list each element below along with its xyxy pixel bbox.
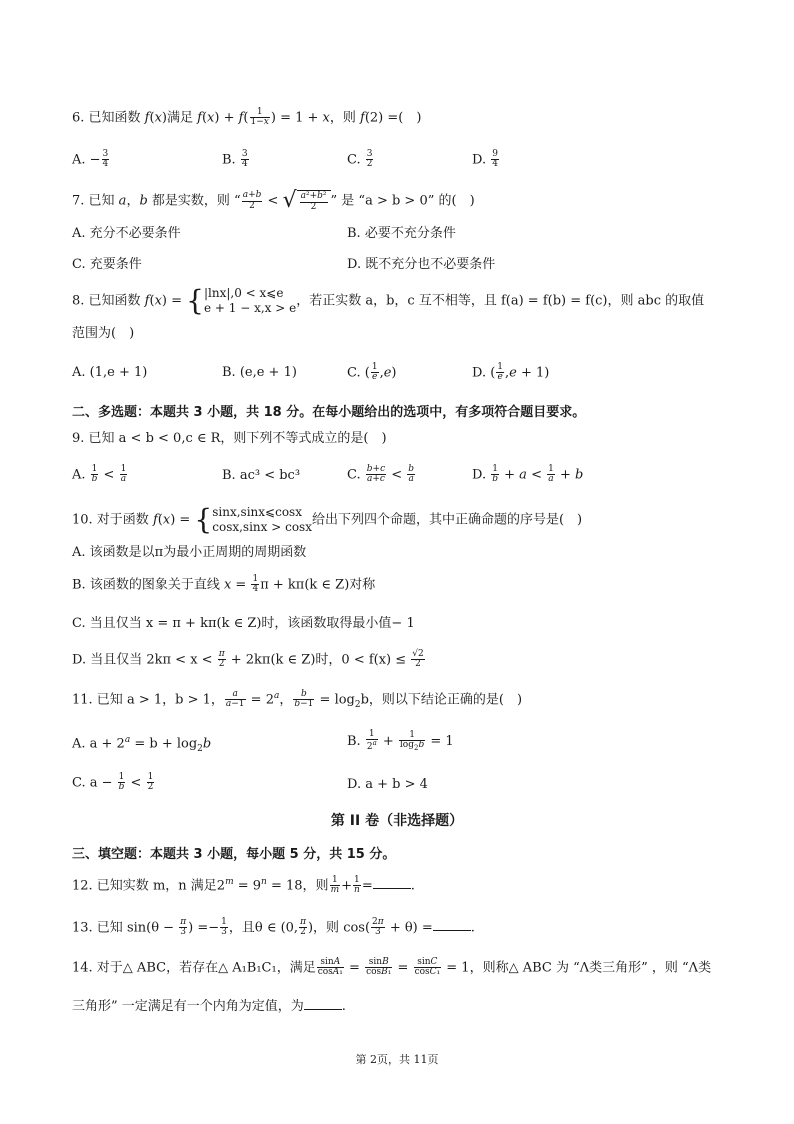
q11-option-a[interactable]: A. $a + 2^a = b + \log_2b$ bbox=[72, 735, 212, 754]
q9-option-b[interactable]: B. ac³ < bc³ bbox=[222, 468, 301, 483]
q7-option-c[interactable]: C. 充要条件 bbox=[72, 257, 142, 272]
q11-option-b[interactable]: B. $\frac{1}{2^a}$ + $\frac{1}{\log_2b}$ = 1 bbox=[347, 729, 454, 753]
question-6: 6. 已知函数 f(x)满足 f(x) + f( $\frac{1}{1-x}$ ) = 1 + x，则 f(2) =( ) bbox=[72, 107, 422, 128]
question-11: 11. 已知 a > 1，b > 1， $\frac{a}{a-1}$ = $2^a$， $\frac{b}{b-1}$ = $\log_2b$，则以下结论正确的是( ) bbox=[72, 689, 523, 711]
question-12: 12. 已知实数 m，n 满足$2^m = 9^n = 18$，则 $\frac{1}{m}$ + $\frac{1}{n}$ = . bbox=[72, 875, 415, 896]
answer-blank[interactable] bbox=[433, 918, 471, 931]
q10-option-c[interactable]: C. 当且仅当 x = π + kπ(k ∈ Z)时，该函数取得最小值− 1 bbox=[72, 616, 415, 631]
question-8: 8. 已知函数 f(x) = {|lnx|,0 < x⩽e e + 1 − x,x > e，若正实数 a，b，c 互不相等，且 f(a) = f(b) = f(c)，则 abc 的取值 bbox=[72, 284, 705, 317]
q6-option-c[interactable]: C. $\frac{3}{2}$ bbox=[347, 149, 373, 170]
question-7: 7. 已知 a，b 都是实数，则 “ $\frac{a+b}{2}$ < √ $\frac{\text{a²+b²}}{2}$ ” 是 “a > b > 0” 的( ) bbox=[72, 188, 475, 213]
q8-option-b[interactable]: B. (e,e + 1) bbox=[222, 365, 297, 380]
q11-option-d[interactable]: D. a + b > 4 bbox=[347, 777, 428, 792]
question-14: 14. 对于△ ABC，若存在△ A₁B₁C₁，满足 $\frac{\sin A}{\text{cosA₁}}$ = $\frac{\sin B}{\text{cosB₁}}$ = $\frac{\sin C}{\text{cosC₁}}$ = 1，则称△ ABC 为 “Λ类三角形” ，则 “Λ类 bbox=[72, 957, 712, 978]
part-2-title: 第 II 卷（非选择题） bbox=[330, 813, 464, 829]
q7-option-a[interactable]: A. 充分不必要条件 bbox=[72, 226, 181, 241]
q7-option-b[interactable]: B. 必要不充分条件 bbox=[347, 226, 456, 241]
q9-option-a[interactable]: A. $\frac{1}{b}$ < $\frac{1}{a}$ bbox=[72, 464, 127, 485]
q6-option-d[interactable]: D. $\frac{9}{4}$ bbox=[472, 149, 498, 170]
q9-option-d[interactable]: D. $\frac{1}{b}$ + a < $\frac{1}{a}$ + b bbox=[472, 464, 584, 485]
question-13: 13. 已知 sin(θ − $\frac{\pi}{3}$ ) =− $\frac{1}{3}$ ，且θ ∈ (0, $\frac{\pi}{2}$ )，则 cos( $\frac{2\pi}{3}$ + θ) = . bbox=[72, 917, 475, 938]
q8-option-d[interactable]: D. ( $\frac{1}{e}$ ,e + 1) bbox=[472, 362, 550, 383]
q10-option-b[interactable]: B. 该函数的图象关于直线 x = $\frac{1}{4}$ π + kπ(k ∈ Z)对称 bbox=[72, 574, 376, 595]
q11-option-c[interactable]: C. a − $\frac{1}{b}$ < $\frac{1}{2}$ bbox=[72, 772, 154, 793]
section-fill-blank: 三、填空题：本题共 3 小题，每小题 5 分，共 15 分。 bbox=[72, 847, 396, 862]
question-10: 10. 对于函数 f(x) = {sinx,sinx⩽cosx cosx,sinx > cosx给出下列四个命题，其中正确命题的序号是( ) bbox=[72, 503, 583, 536]
q6-option-b[interactable]: B. $\frac{3}{4}$ bbox=[222, 149, 248, 170]
page-footer: 第 2页，共 11页 bbox=[355, 1053, 439, 1066]
q8-option-a[interactable]: A. (1,e + 1) bbox=[72, 365, 148, 380]
question-9: 9. 已知 a < b < 0,c ∈ R，则下列不等式成立的是( ) bbox=[72, 431, 387, 446]
q10-option-d[interactable]: D. 当且仅当 2kπ < x < $\frac{\pi}{2}$ + 2kπ(k ∈ Z)时，0 < f(x) ≤ $\frac{√2}{2}$ bbox=[72, 649, 424, 670]
answer-blank[interactable] bbox=[373, 876, 411, 889]
question-8-line2: 范围为( ) bbox=[72, 326, 135, 341]
q10-option-a[interactable]: A. 该函数是以π为最小正周期的周期函数 bbox=[72, 545, 307, 560]
q7-option-d[interactable]: D. 既不充分也不必要条件 bbox=[347, 257, 496, 272]
answer-blank[interactable] bbox=[304, 997, 342, 1010]
q6-option-a[interactable]: A. − $\frac{3}{4}$ bbox=[72, 149, 109, 170]
section-multiple-choice: 二、多选题：本题共 3 小题，共 18 分。在每小题给出的选项中，有多项符合题目要求。 bbox=[72, 405, 586, 420]
question-14-line2: 三角形” 一定满足有一个内角为定值，为 . bbox=[72, 999, 346, 1014]
q8-option-c[interactable]: C. ( $\frac{1}{e}$ ,e) bbox=[347, 362, 397, 383]
q9-option-c[interactable]: C. $\frac{b+c}{a+c}$ < $\frac{b}{a}$ bbox=[347, 464, 415, 485]
